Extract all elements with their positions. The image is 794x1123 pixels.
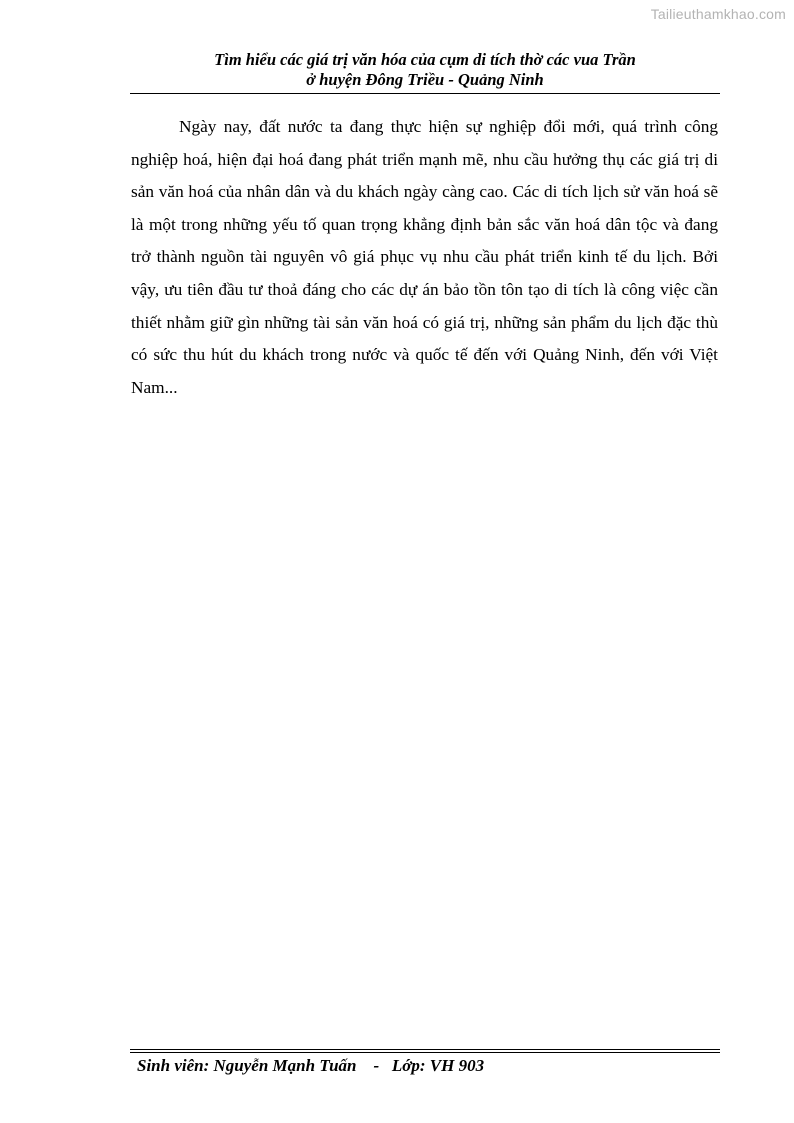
header-title-line-1: Tìm hiểu các giá trị văn hóa của cụm di tích thờ các vua Trần [214,50,636,69]
footer-divider-top [130,1049,720,1050]
header-divider [130,93,720,94]
footer-divider-bottom [130,1052,720,1053]
body-paragraph: Ngày nay, đất nước ta đang thực hiện sự nghiệp đổi mới, quá trình công nghiệp hoá, hiện đại hoá đang phát triển mạnh mẽ, nhu cầu hưởng thụ các giá trị di sản văn hoá của nhân dân và du khách ngày càng cao. Các di tích lịch sử văn hoá sẽ là một trong những yếu tố quan trọng khẳng định bản sắc văn hoá dân tộc và đang trở thành nguồn tài nguyên vô giá phục vụ nhu cầu phát triển kinh tế du lịch. Bởi vậy, ưu tiên đầu tư thoả đáng cho các dự án bảo tồn tôn tạo di tích là công việc cần thiết nhằm giữ gìn những tài sản văn hoá có giá trị, những sản phẩm du lịch đặc thù có sức thu hút du khách trong nước và quốc tế đến với Quảng Ninh, đến với Việt Nam... [131,117,718,397]
header-title-line-2: ở huyện Đông Triều - Quảng Ninh [306,70,544,89]
page-footer: Sinh viên: Nguyễn Mạnh Tuấn - Lớp: VH 903 [137,1056,485,1075]
page-header [130,50,720,90]
watermark-text: Tailieuthamkhao.com [650,6,786,22]
